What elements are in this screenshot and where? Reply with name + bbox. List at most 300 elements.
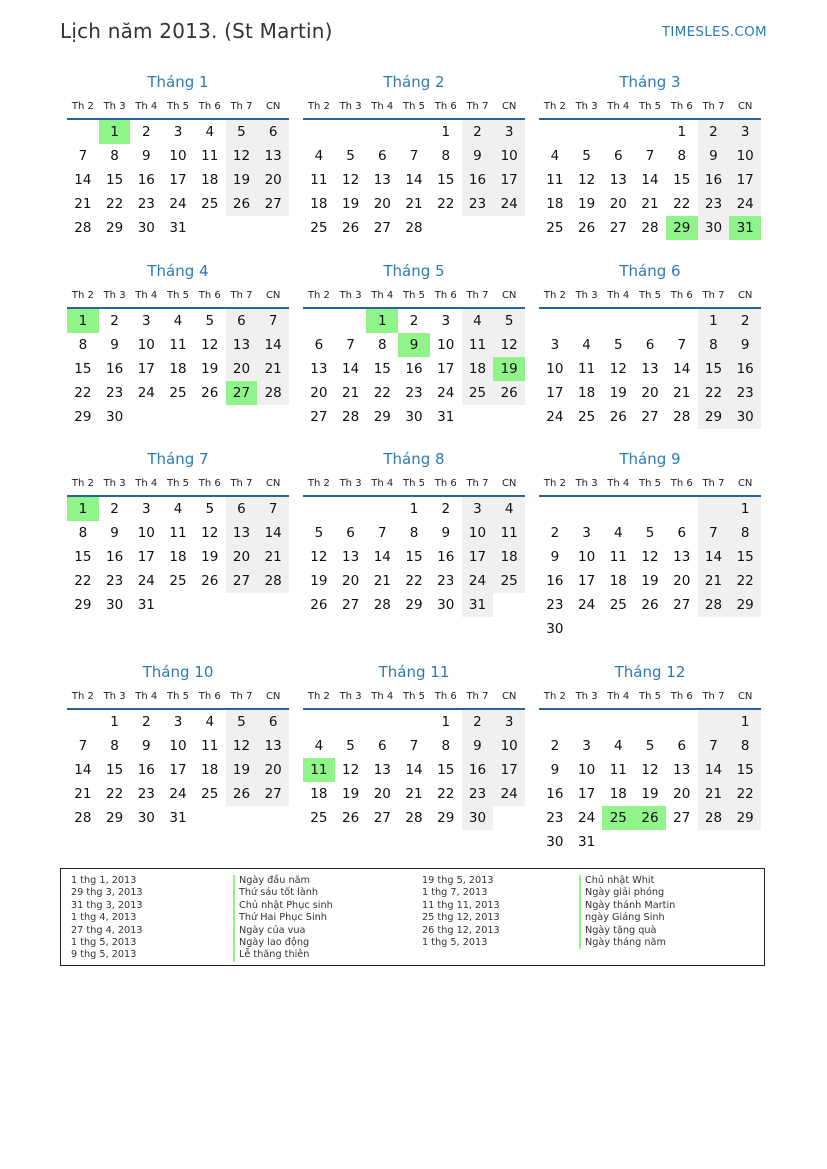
day-cell[interactable]: 24 [577, 597, 596, 613]
day-cell[interactable]: 30 [546, 621, 564, 637]
day-cell[interactable]: 11 [493, 521, 525, 545]
day-cell[interactable]: 27 [257, 782, 289, 806]
day-cell[interactable]: 7 [645, 148, 655, 164]
day-cell[interactable]: 7 [698, 734, 730, 758]
day-cell[interactable]: 17 [729, 168, 761, 192]
day-cell[interactable]: 10 [169, 738, 187, 754]
day-cell[interactable]: 29 [74, 597, 92, 613]
day-cell[interactable]: 14 [373, 549, 391, 565]
day-cell[interactable]: 29 [74, 409, 92, 425]
day-cell[interactable]: 6 [226, 309, 258, 333]
day-cell[interactable]: 9 [441, 525, 451, 541]
day-cell[interactable]: 13 [673, 762, 691, 778]
day-cell[interactable]: 23 [546, 597, 564, 613]
day-cell[interactable]: 20 [226, 545, 258, 569]
day-cell[interactable]: 17 [577, 786, 596, 802]
day-cell[interactable]: 6 [226, 497, 258, 521]
day-cell[interactable]: 1 [677, 124, 687, 140]
day-cell[interactable]: 8 [78, 337, 88, 353]
day-cell[interactable]: 31 [462, 593, 494, 617]
day-cell[interactable]: 10 [577, 762, 596, 778]
day-cell[interactable]: 29 [105, 810, 124, 826]
day-cell[interactable]: 15 [74, 361, 92, 377]
day-cell[interactable]: 8 [698, 333, 730, 357]
day-cell[interactable]: 16 [698, 168, 730, 192]
day-cell[interactable]: 4 [173, 501, 183, 517]
day-cell[interactable]: 18 [310, 786, 328, 802]
day-cell[interactable]: 24 [437, 385, 455, 401]
day-cell[interactable]: 4 [582, 337, 591, 353]
day-cell[interactable]: 29 [729, 806, 761, 830]
day-cell[interactable]: 25 [493, 569, 525, 593]
day-cell[interactable]: 28 [641, 220, 659, 236]
day-cell[interactable]: 21 [341, 385, 360, 401]
day-cell[interactable]: 15 [105, 762, 124, 778]
day-cell[interactable]: 14 [341, 361, 360, 377]
day-cell[interactable]: 24 [729, 192, 761, 216]
day-cell[interactable]: 28 [74, 810, 92, 826]
day-cell[interactable]: 30 [729, 405, 761, 429]
day-cell[interactable]: 24 [546, 409, 564, 425]
day-cell[interactable]: 23 [405, 385, 423, 401]
day-cell[interactable]: 27 [673, 810, 691, 826]
day-cell[interactable]: 15 [405, 549, 423, 565]
day-cell[interactable]: 19 [493, 357, 525, 381]
day-cell[interactable]: 5 [205, 313, 215, 329]
day-cell[interactable]: 17 [493, 168, 525, 192]
day-cell[interactable]: 22 [698, 381, 730, 405]
day-cell[interactable]: 22 [729, 569, 761, 593]
day-cell[interactable]: 12 [226, 144, 258, 168]
day-cell[interactable]: 17 [169, 172, 187, 188]
day-cell[interactable]: 16 [405, 361, 423, 377]
day-cell[interactable]: 2 [142, 714, 151, 730]
day-cell[interactable]: 17 [493, 758, 525, 782]
day-cell[interactable]: 27 [310, 409, 328, 425]
day-cell[interactable]: 5 [226, 120, 258, 144]
day-cell[interactable]: 14 [641, 172, 659, 188]
day-cell[interactable]: 18 [169, 361, 187, 377]
day-cell[interactable]: 5 [346, 738, 355, 754]
day-cell[interactable]: 31 [137, 597, 155, 613]
day-cell[interactable]: 28 [698, 806, 730, 830]
day-cell[interactable]: 2 [462, 120, 494, 144]
day-cell[interactable]: 13 [373, 762, 391, 778]
day-cell[interactable]: 5 [645, 738, 655, 754]
day-cell[interactable]: 22 [437, 786, 455, 802]
day-cell[interactable]: 1 [698, 309, 730, 333]
day-cell[interactable]: 7 [257, 497, 289, 521]
day-cell[interactable]: 23 [137, 786, 155, 802]
day-cell[interactable]: 26 [634, 806, 666, 830]
day-cell[interactable]: 17 [169, 762, 187, 778]
day-cell[interactable]: 15 [673, 172, 691, 188]
day-cell[interactable]: 2 [698, 120, 730, 144]
day-cell[interactable]: 11 [462, 333, 494, 357]
day-cell[interactable]: 6 [378, 738, 387, 754]
day-cell[interactable]: 17 [546, 385, 564, 401]
day-cell[interactable]: 11 [169, 525, 187, 541]
day-cell[interactable]: 30 [546, 834, 564, 850]
day-cell[interactable]: 11 [577, 361, 596, 377]
day-cell[interactable]: 30 [405, 409, 423, 425]
day-cell[interactable]: 22 [437, 196, 455, 212]
day-cell[interactable]: 10 [169, 148, 187, 164]
day-cell[interactable]: 28 [373, 597, 391, 613]
day-cell[interactable]: 23 [698, 192, 730, 216]
day-cell[interactable]: 5 [582, 148, 591, 164]
day-cell[interactable]: 7 [257, 309, 289, 333]
day-cell[interactable]: 4 [550, 148, 560, 164]
day-cell[interactable]: 5 [205, 501, 215, 517]
day-cell[interactable]: 14 [673, 361, 691, 377]
day-cell[interactable]: 23 [437, 573, 455, 589]
day-cell[interactable]: 3 [173, 714, 183, 730]
day-cell[interactable]: 20 [257, 758, 289, 782]
day-cell[interactable]: 26 [577, 220, 596, 236]
day-cell[interactable]: 9 [729, 333, 761, 357]
day-cell[interactable]: 18 [546, 196, 564, 212]
day-cell[interactable]: 10 [577, 549, 596, 565]
day-cell[interactable]: 27 [673, 597, 691, 613]
day-cell[interactable]: 20 [673, 786, 691, 802]
day-cell[interactable]: 10 [137, 337, 155, 353]
day-cell[interactable]: 27 [341, 597, 360, 613]
day-cell[interactable]: 11 [609, 762, 627, 778]
day-cell[interactable]: 22 [105, 196, 124, 212]
day-cell[interactable]: 4 [462, 309, 494, 333]
day-cell[interactable]: 27 [373, 810, 391, 826]
day-cell[interactable]: 27 [641, 409, 659, 425]
day-cell[interactable]: 28 [405, 220, 423, 236]
day-cell[interactable]: 20 [609, 196, 627, 212]
day-cell[interactable]: 10 [493, 144, 525, 168]
day-cell[interactable]: 30 [105, 597, 124, 613]
day-cell[interactable]: 13 [609, 172, 627, 188]
site-logo[interactable]: TIMESLES.COM [661, 24, 767, 40]
day-cell[interactable]: 15 [698, 357, 730, 381]
day-cell[interactable]: 15 [437, 762, 455, 778]
day-cell[interactable]: 2 [409, 313, 419, 329]
day-cell[interactable]: 16 [462, 758, 494, 782]
day-cell[interactable]: 12 [641, 762, 659, 778]
day-cell[interactable]: 26 [226, 782, 258, 806]
day-cell[interactable]: 26 [341, 220, 360, 236]
day-cell[interactable]: 18 [609, 573, 627, 589]
day-cell[interactable]: 12 [493, 333, 525, 357]
day-cell[interactable]: 25 [201, 196, 219, 212]
day-cell[interactable]: 22 [729, 782, 761, 806]
day-cell[interactable]: 19 [577, 196, 596, 212]
day-cell[interactable]: 26 [493, 381, 525, 405]
day-cell[interactable]: 2 [142, 124, 151, 140]
day-cell[interactable]: 18 [310, 196, 328, 212]
day-cell[interactable]: 3 [173, 124, 183, 140]
day-cell[interactable]: 3 [582, 738, 591, 754]
day-cell[interactable]: 21 [373, 573, 391, 589]
day-cell[interactable]: 18 [169, 549, 187, 565]
day-cell[interactable]: 25 [609, 597, 627, 613]
day-cell[interactable]: 16 [546, 786, 564, 802]
day-cell[interactable]: 28 [74, 220, 92, 236]
day-cell[interactable]: 8 [441, 148, 451, 164]
day-cell[interactable]: 1 [409, 501, 419, 517]
day-cell[interactable]: 19 [226, 168, 258, 192]
day-cell[interactable]: 19 [609, 385, 627, 401]
day-cell[interactable]: 23 [462, 782, 494, 806]
day-cell[interactable]: 6 [378, 148, 387, 164]
day-cell[interactable]: 22 [405, 573, 423, 589]
day-cell[interactable]: 10 [462, 521, 494, 545]
day-cell[interactable]: 7 [409, 148, 419, 164]
day-cell[interactable]: 6 [257, 120, 289, 144]
day-cell[interactable]: 12 [641, 549, 659, 565]
day-cell[interactable]: 19 [641, 573, 659, 589]
day-cell[interactable]: 24 [493, 782, 525, 806]
day-cell[interactable]: 30 [698, 216, 730, 240]
day-cell[interactable]: 14 [74, 762, 92, 778]
day-cell[interactable]: 5 [493, 309, 525, 333]
day-cell[interactable]: 1 [441, 124, 451, 140]
day-cell[interactable]: 20 [257, 168, 289, 192]
day-cell[interactable]: 10 [437, 337, 455, 353]
day-cell[interactable]: 9 [462, 144, 494, 168]
day-cell[interactable]: 25 [169, 573, 187, 589]
day-cell[interactable]: 25 [201, 786, 219, 802]
day-cell[interactable]: 31 [729, 216, 761, 240]
day-cell[interactable]: 29 [373, 409, 391, 425]
day-cell[interactable]: 4 [205, 714, 215, 730]
day-cell[interactable]: 3 [582, 525, 591, 541]
day-cell[interactable]: 11 [169, 337, 187, 353]
day-cell[interactable]: 20 [310, 385, 328, 401]
day-cell[interactable]: 19 [641, 786, 659, 802]
day-cell[interactable]: 19 [201, 361, 219, 377]
day-cell[interactable]: 8 [677, 148, 687, 164]
day-cell[interactable]: 21 [698, 782, 730, 806]
day-cell[interactable]: 26 [226, 192, 258, 216]
day-cell[interactable]: 29 [405, 597, 423, 613]
day-cell[interactable]: 7 [78, 738, 88, 754]
day-cell[interactable]: 7 [677, 337, 687, 353]
day-cell[interactable]: 5 [614, 337, 623, 353]
day-cell[interactable]: 20 [373, 786, 391, 802]
day-cell[interactable]: 16 [105, 549, 124, 565]
day-cell[interactable]: 1 [441, 714, 451, 730]
day-cell[interactable]: 2 [550, 525, 560, 541]
day-cell[interactable]: 10 [729, 144, 761, 168]
day-cell[interactable]: 26 [201, 573, 219, 589]
day-cell[interactable]: 1 [67, 309, 99, 333]
day-cell[interactable]: 1 [729, 710, 761, 734]
day-cell[interactable]: 12 [577, 172, 596, 188]
day-cell[interactable]: 8 [441, 738, 451, 754]
day-cell[interactable]: 19 [341, 196, 360, 212]
day-cell[interactable]: 17 [137, 361, 155, 377]
day-cell[interactable]: 23 [137, 196, 155, 212]
day-cell[interactable]: 14 [257, 521, 289, 545]
day-cell[interactable]: 25 [602, 806, 634, 830]
day-cell[interactable]: 25 [310, 810, 328, 826]
day-cell[interactable]: 2 [729, 309, 761, 333]
day-cell[interactable]: 15 [74, 549, 92, 565]
day-cell[interactable]: 7 [409, 738, 419, 754]
day-cell[interactable]: 23 [105, 385, 124, 401]
day-cell[interactable]: 18 [493, 545, 525, 569]
day-cell[interactable]: 15 [437, 172, 455, 188]
day-cell[interactable]: 5 [226, 710, 258, 734]
day-cell[interactable]: 30 [105, 409, 124, 425]
day-cell[interactable]: 30 [137, 810, 155, 826]
day-cell[interactable]: 4 [314, 738, 324, 754]
day-cell[interactable]: 3 [493, 710, 525, 734]
day-cell[interactable]: 27 [373, 220, 391, 236]
day-cell[interactable]: 19 [310, 573, 328, 589]
day-cell[interactable]: 18 [577, 385, 596, 401]
day-cell[interactable]: 8 [78, 525, 88, 541]
day-cell[interactable]: 24 [169, 196, 187, 212]
day-cell[interactable]: 25 [169, 385, 187, 401]
day-cell[interactable]: 3 [550, 337, 560, 353]
day-cell[interactable]: 3 [142, 313, 151, 329]
day-cell[interactable]: 4 [614, 738, 623, 754]
day-cell[interactable]: 9 [110, 525, 119, 541]
day-cell[interactable]: 6 [677, 738, 687, 754]
day-cell[interactable]: 19 [201, 549, 219, 565]
day-cell[interactable]: 21 [74, 786, 92, 802]
day-cell[interactable]: 13 [373, 172, 391, 188]
day-cell[interactable]: 6 [677, 525, 687, 541]
day-cell[interactable]: 6 [645, 337, 655, 353]
day-cell[interactable]: 24 [462, 569, 494, 593]
day-cell[interactable]: 15 [729, 545, 761, 569]
day-cell[interactable]: 8 [729, 734, 761, 758]
day-cell[interactable]: 7 [698, 521, 730, 545]
day-cell[interactable]: 4 [314, 148, 324, 164]
day-cell[interactable]: 27 [609, 220, 627, 236]
day-cell[interactable]: 15 [373, 361, 391, 377]
day-cell[interactable]: 23 [105, 573, 124, 589]
day-cell[interactable]: 11 [609, 549, 627, 565]
day-cell[interactable]: 13 [257, 144, 289, 168]
day-cell[interactable]: 10 [137, 525, 155, 541]
day-cell[interactable]: 1 [99, 120, 131, 144]
day-cell[interactable]: 28 [673, 409, 691, 425]
day-cell[interactable]: 16 [462, 168, 494, 192]
day-cell[interactable]: 29 [666, 216, 698, 240]
day-cell[interactable]: 6 [346, 525, 355, 541]
day-cell[interactable]: 26 [310, 597, 328, 613]
day-cell[interactable]: 23 [546, 810, 564, 826]
day-cell[interactable]: 8 [729, 521, 761, 545]
day-cell[interactable]: 9 [462, 734, 494, 758]
day-cell[interactable]: 1 [729, 497, 761, 521]
day-cell[interactable]: 22 [74, 573, 92, 589]
day-cell[interactable]: 28 [257, 569, 289, 593]
day-cell[interactable]: 29 [437, 810, 455, 826]
day-cell[interactable]: 5 [645, 525, 655, 541]
day-cell[interactable]: 14 [405, 172, 423, 188]
day-cell[interactable]: 28 [698, 593, 730, 617]
day-cell[interactable]: 31 [169, 810, 187, 826]
day-cell[interactable]: 20 [341, 573, 360, 589]
day-cell[interactable]: 20 [641, 385, 659, 401]
day-cell[interactable]: 27 [257, 192, 289, 216]
day-cell[interactable]: 14 [698, 545, 730, 569]
day-cell[interactable]: 21 [405, 786, 423, 802]
day-cell[interactable]: 21 [641, 196, 659, 212]
day-cell[interactable]: 9 [698, 144, 730, 168]
day-cell[interactable]: 13 [641, 361, 659, 377]
day-cell[interactable]: 17 [577, 573, 596, 589]
day-cell[interactable]: 25 [462, 381, 494, 405]
day-cell[interactable]: 1 [110, 714, 119, 730]
day-cell[interactable]: 31 [169, 220, 187, 236]
day-cell[interactable]: 12 [201, 337, 219, 353]
day-cell[interactable]: 8 [409, 525, 419, 541]
day-cell[interactable]: 1 [366, 309, 398, 333]
day-cell[interactable]: 31 [577, 834, 596, 850]
day-cell[interactable]: 26 [609, 409, 627, 425]
day-cell[interactable]: 21 [74, 196, 92, 212]
day-cell[interactable]: 4 [614, 525, 623, 541]
day-cell[interactable]: 6 [314, 337, 324, 353]
day-cell[interactable]: 18 [201, 762, 219, 778]
day-cell[interactable]: 2 [110, 501, 119, 517]
day-cell[interactable]: 7 [378, 525, 387, 541]
day-cell[interactable]: 3 [462, 497, 494, 521]
day-cell[interactable]: 12 [201, 525, 219, 541]
day-cell[interactable]: 19 [226, 758, 258, 782]
day-cell[interactable]: 17 [437, 361, 455, 377]
day-cell[interactable]: 14 [74, 172, 92, 188]
day-cell[interactable]: 7 [346, 337, 355, 353]
day-cell[interactable]: 20 [373, 196, 391, 212]
day-cell[interactable]: 3 [493, 120, 525, 144]
day-cell[interactable]: 13 [310, 361, 328, 377]
day-cell[interactable]: 28 [341, 409, 360, 425]
day-cell[interactable]: 23 [462, 192, 494, 216]
day-cell[interactable]: 2 [110, 313, 119, 329]
day-cell[interactable]: 16 [105, 361, 124, 377]
day-cell[interactable]: 4 [493, 497, 525, 521]
day-cell[interactable]: 29 [105, 220, 124, 236]
day-cell[interactable]: 12 [341, 172, 360, 188]
day-cell[interactable]: 21 [698, 569, 730, 593]
day-cell[interactable]: 12 [609, 361, 627, 377]
day-cell[interactable]: 2 [441, 501, 451, 517]
day-cell[interactable]: 13 [673, 549, 691, 565]
day-cell[interactable]: 21 [257, 357, 289, 381]
day-cell[interactable]: 22 [74, 385, 92, 401]
day-cell[interactable]: 9 [550, 549, 560, 565]
day-cell[interactable]: 6 [614, 148, 623, 164]
day-cell[interactable]: 18 [609, 786, 627, 802]
day-cell[interactable]: 11 [546, 172, 564, 188]
day-cell[interactable]: 10 [493, 734, 525, 758]
day-cell[interactable]: 14 [257, 333, 289, 357]
day-cell[interactable]: 11 [201, 148, 219, 164]
day-cell[interactable]: 14 [698, 758, 730, 782]
day-cell[interactable]: 10 [546, 361, 564, 377]
day-cell[interactable]: 11 [310, 172, 328, 188]
day-cell[interactable]: 4 [173, 313, 183, 329]
day-cell[interactable]: 18 [201, 172, 219, 188]
day-cell[interactable]: 13 [341, 549, 360, 565]
day-cell[interactable]: 28 [257, 381, 289, 405]
day-cell[interactable]: 1 [67, 497, 99, 521]
day-cell[interactable]: 22 [105, 786, 124, 802]
